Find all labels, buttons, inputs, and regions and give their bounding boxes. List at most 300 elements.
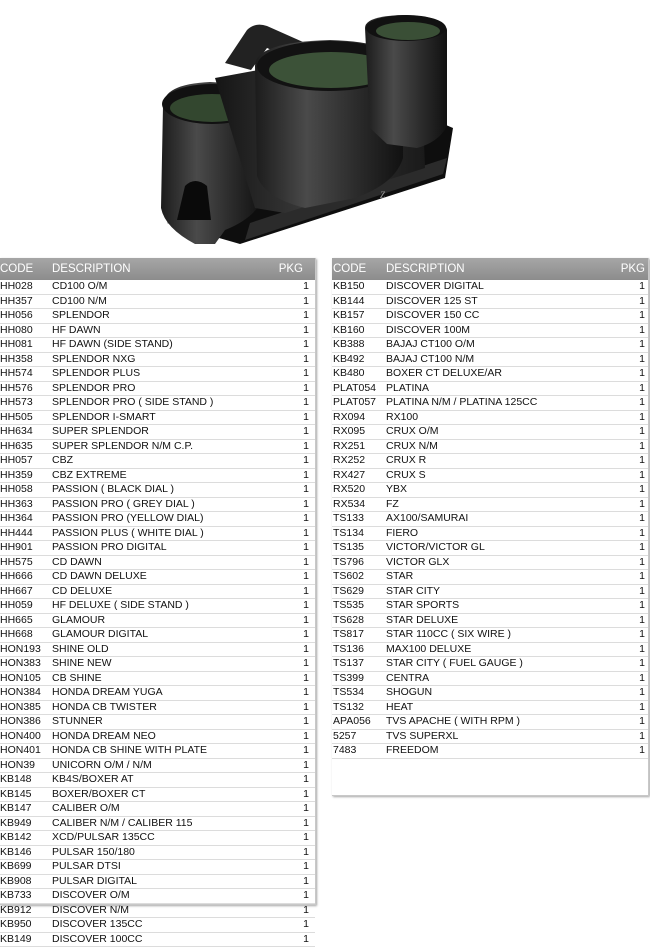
cell-pkg: 1 xyxy=(303,875,309,889)
cell-pkg: 1 xyxy=(639,570,645,584)
table-row xyxy=(332,657,648,672)
cell-description: PASSION PRO ( GREY DIAL ) xyxy=(52,498,195,512)
cell-code: TS817 xyxy=(333,628,364,642)
cell-pkg: 1 xyxy=(303,469,309,483)
cell-description: FIERO xyxy=(386,527,418,541)
header-code: CODE xyxy=(333,263,366,275)
cell-pkg: 1 xyxy=(303,295,309,309)
table-row xyxy=(0,657,315,672)
cell-pkg: 1 xyxy=(303,744,309,758)
cell-code: HH444 xyxy=(0,527,33,541)
cell-code: PLAT057 xyxy=(333,396,376,410)
table-row xyxy=(0,469,315,484)
cell-code: 7483 xyxy=(333,744,356,758)
cell-description: HONDA CB SHINE WITH PLATE xyxy=(52,744,207,758)
cell-pkg: 1 xyxy=(639,512,645,526)
table-row xyxy=(0,411,315,426)
cell-code: KB160 xyxy=(333,324,365,338)
table-row xyxy=(0,353,315,368)
cell-description: HF DAWN xyxy=(52,324,101,338)
table-row xyxy=(0,933,315,947)
header-pkg: PKG xyxy=(621,263,645,275)
cell-pkg: 1 xyxy=(303,324,309,338)
cell-description: UNICORN O/M / N/M xyxy=(52,759,152,773)
cell-code: KB480 xyxy=(333,367,365,381)
cell-code: HH364 xyxy=(0,512,33,526)
header-code: CODE xyxy=(0,263,33,275)
cell-code: RX427 xyxy=(333,469,365,483)
table-row xyxy=(0,715,315,730)
table-row xyxy=(0,730,315,745)
cell-code: HH635 xyxy=(0,440,33,454)
cell-description: DISCOVER 100M xyxy=(386,324,470,338)
table-row xyxy=(0,367,315,382)
cell-code: HH573 xyxy=(0,396,33,410)
cell-pkg: 1 xyxy=(639,353,645,367)
table-row xyxy=(332,643,648,658)
cell-description: DISCOVER O/M xyxy=(52,889,130,903)
cell-description: PULSAR 150/180 xyxy=(52,846,135,860)
cell-description: STAR SPORTS xyxy=(386,599,459,613)
cell-description: PULSAR DTSI xyxy=(52,860,121,874)
cell-code: KB912 xyxy=(0,904,32,918)
cell-code: KB699 xyxy=(0,860,32,874)
cell-code: PLAT054 xyxy=(333,382,376,396)
table-row xyxy=(0,846,315,861)
svg-text:Z: Z xyxy=(380,190,386,200)
cell-description: SPLENDOR PRO ( SIDE STAND ) xyxy=(52,396,213,410)
cell-description: STAR xyxy=(386,570,413,584)
cell-description: AX100/SAMURAI xyxy=(386,512,468,526)
cell-code: HH359 xyxy=(0,469,33,483)
cell-code: HH059 xyxy=(0,599,33,613)
cell-code: KB147 xyxy=(0,802,32,816)
cell-description: STAR DELUXE xyxy=(386,614,458,628)
cell-pkg: 1 xyxy=(639,585,645,599)
cell-description: CD100 N/M xyxy=(52,295,107,309)
cell-pkg: 1 xyxy=(639,744,645,758)
table-row xyxy=(0,498,315,513)
table-row xyxy=(0,759,315,774)
cell-pkg: 1 xyxy=(639,599,645,613)
cell-pkg: 1 xyxy=(303,556,309,570)
cell-pkg: 1 xyxy=(639,686,645,700)
cell-pkg: 1 xyxy=(303,614,309,628)
cell-pkg: 1 xyxy=(303,440,309,454)
cell-description: RX100 xyxy=(386,411,418,425)
cell-description: CRUX N/M xyxy=(386,440,438,454)
cell-description: STAR CITY ( FUEL GAUGE ) xyxy=(386,657,523,671)
cell-description: SPLENDOR xyxy=(52,309,110,323)
cell-code: HH505 xyxy=(0,411,33,425)
cell-pkg: 1 xyxy=(303,585,309,599)
cell-description: PULSAR DIGITAL xyxy=(52,875,137,889)
table-row xyxy=(332,585,648,600)
table-row xyxy=(332,396,648,411)
cell-description: BOXER/BOXER CT xyxy=(52,788,145,802)
table-row xyxy=(332,280,648,295)
cell-description: PLATINA xyxy=(386,382,429,396)
cell-pkg: 1 xyxy=(303,715,309,729)
cell-pkg: 1 xyxy=(303,396,309,410)
right-parts-table xyxy=(332,258,649,796)
cell-pkg: 1 xyxy=(639,715,645,729)
cell-code: HH634 xyxy=(0,425,33,439)
cell-pkg: 1 xyxy=(639,295,645,309)
cell-description: BOXER CT DELUXE/AR xyxy=(386,367,502,381)
cell-code: HH028 xyxy=(0,280,33,294)
cell-description: STAR 110CC ( SIX WIRE ) xyxy=(386,628,511,642)
table-row xyxy=(0,686,315,701)
cell-description: SPLENDOR PRO xyxy=(52,382,135,396)
cell-pkg: 1 xyxy=(303,353,309,367)
cell-code: TS629 xyxy=(333,585,364,599)
cell-pkg: 1 xyxy=(303,904,309,918)
cell-pkg: 1 xyxy=(639,498,645,512)
cell-pkg: 1 xyxy=(639,483,645,497)
table-row xyxy=(0,570,315,585)
cell-code: KB142 xyxy=(0,831,32,845)
table-row xyxy=(0,599,315,614)
cell-description: GLAMOUR DIGITAL xyxy=(52,628,148,642)
cell-description: VICTOR GLX xyxy=(386,556,449,570)
cell-pkg: 1 xyxy=(639,324,645,338)
cell-description: HONDA CB TWISTER xyxy=(52,701,157,715)
cell-code: HH058 xyxy=(0,483,33,497)
table-row xyxy=(0,628,315,643)
cell-description: SHINE OLD xyxy=(52,643,109,657)
cell-description: SPLENDOR NXG xyxy=(52,353,135,367)
cell-pkg: 1 xyxy=(303,483,309,497)
cell-pkg: 1 xyxy=(639,396,645,410)
cell-code: HH901 xyxy=(0,541,33,555)
cell-description: PASSION ( BLACK DIAL ) xyxy=(52,483,174,497)
cell-description: CALIBER O/M xyxy=(52,802,120,816)
cell-description: CD DELUXE xyxy=(52,585,112,599)
cell-pkg: 1 xyxy=(639,309,645,323)
cell-description: CBZ xyxy=(52,454,73,468)
table-row xyxy=(332,324,648,339)
cell-pkg: 1 xyxy=(303,657,309,671)
table-row xyxy=(332,440,648,455)
table-row xyxy=(0,889,315,904)
cell-pkg: 1 xyxy=(303,846,309,860)
cell-description: CD DAWN xyxy=(52,556,102,570)
cell-code: HH574 xyxy=(0,367,33,381)
table-row xyxy=(0,541,315,556)
table-body xyxy=(0,280,315,947)
cell-description: PASSION PRO DIGITAL xyxy=(52,541,167,555)
table-row xyxy=(0,904,315,919)
table-row xyxy=(0,512,315,527)
cell-pkg: 1 xyxy=(303,498,309,512)
table-row xyxy=(0,483,315,498)
header-description: DESCRIPTION xyxy=(52,263,131,275)
table-row xyxy=(0,324,315,339)
cell-pkg: 1 xyxy=(303,701,309,715)
cell-code: HON385 xyxy=(0,701,41,715)
table-header xyxy=(0,258,315,280)
cell-pkg: 1 xyxy=(639,628,645,642)
table-row xyxy=(332,512,648,527)
table-row xyxy=(0,860,315,875)
cell-description: CBZ EXTREME xyxy=(52,469,127,483)
cell-description: KB4S/BOXER AT xyxy=(52,773,134,787)
cell-code: TS134 xyxy=(333,527,364,541)
table-row xyxy=(332,338,648,353)
cell-pkg: 1 xyxy=(639,701,645,715)
table-row xyxy=(332,454,648,469)
table-row xyxy=(0,701,315,716)
cell-pkg: 1 xyxy=(639,411,645,425)
cell-pkg: 1 xyxy=(639,541,645,555)
table-header xyxy=(332,258,648,280)
cell-pkg: 1 xyxy=(639,730,645,744)
cell-description: YBX xyxy=(386,483,407,497)
cell-code: HON193 xyxy=(0,643,41,657)
cell-pkg: 1 xyxy=(639,614,645,628)
cell-pkg: 1 xyxy=(639,367,645,381)
cell-code: HON384 xyxy=(0,686,41,700)
cell-description: MAX100 DELUXE xyxy=(386,643,471,657)
table-row xyxy=(332,686,648,701)
table-row xyxy=(332,556,648,571)
table-row xyxy=(332,701,648,716)
speedometer-cluster-housing-icon xyxy=(155,8,460,253)
cell-code: KB149 xyxy=(0,933,32,947)
table-row xyxy=(332,498,648,513)
cell-description: CRUX O/M xyxy=(386,425,439,439)
cell-code: HH668 xyxy=(0,628,33,642)
cell-code: HH576 xyxy=(0,382,33,396)
cell-pkg: 1 xyxy=(303,788,309,802)
table-row xyxy=(0,614,315,629)
cell-pkg: 1 xyxy=(303,817,309,831)
cell-pkg: 1 xyxy=(639,382,645,396)
cell-pkg: 1 xyxy=(303,773,309,787)
cell-pkg: 1 xyxy=(303,918,309,932)
cell-description: CALIBER N/M / CALIBER 115 xyxy=(52,817,192,831)
table-row xyxy=(0,802,315,817)
cell-pkg: 1 xyxy=(303,411,309,425)
table-row xyxy=(0,382,315,397)
table-row xyxy=(332,382,648,397)
cell-code: APA056 xyxy=(333,715,371,729)
cell-pkg: 1 xyxy=(639,527,645,541)
cell-code: HH080 xyxy=(0,324,33,338)
cell-pkg: 1 xyxy=(303,541,309,555)
cell-description: DISCOVER N/M xyxy=(52,904,129,918)
table-row xyxy=(0,338,315,353)
table-row xyxy=(0,831,315,846)
cell-code: TS399 xyxy=(333,672,364,686)
cell-pkg: 1 xyxy=(303,599,309,613)
table-row xyxy=(0,585,315,600)
cell-pkg: 1 xyxy=(303,860,309,874)
cell-code: TS137 xyxy=(333,657,364,671)
cell-code: TS602 xyxy=(333,570,364,584)
cell-description: DISCOVER DIGITAL xyxy=(386,280,484,294)
cell-pkg: 1 xyxy=(303,527,309,541)
cell-code: RX251 xyxy=(333,440,365,454)
table-row xyxy=(332,425,648,440)
cell-pkg: 1 xyxy=(639,657,645,671)
cell-code: KB148 xyxy=(0,773,32,787)
cell-code: KB388 xyxy=(333,338,365,352)
table-row xyxy=(0,309,315,324)
cell-pkg: 1 xyxy=(639,454,645,468)
header-pkg: PKG xyxy=(279,263,303,275)
cell-code: RX520 xyxy=(333,483,365,497)
cell-code: TS132 xyxy=(333,701,364,715)
cell-code: HH667 xyxy=(0,585,33,599)
cell-description: SUPER SPLENDOR N/M C.P. xyxy=(52,440,193,454)
cell-description: CENTRA xyxy=(386,672,429,686)
cell-description: BAJAJ CT100 O/M xyxy=(386,338,475,352)
table-row xyxy=(332,367,648,382)
cell-pkg: 1 xyxy=(303,309,309,323)
table-row xyxy=(332,730,648,745)
cell-pkg: 1 xyxy=(303,933,309,947)
cell-pkg: 1 xyxy=(303,643,309,657)
cell-description: DISCOVER 135CC xyxy=(52,918,142,932)
cell-description: TVS APACHE ( WITH RPM ) xyxy=(386,715,520,729)
cell-pkg: 1 xyxy=(303,512,309,526)
cell-pkg: 1 xyxy=(639,280,645,294)
cell-code: RX094 xyxy=(333,411,365,425)
cell-description: SPLENDOR PLUS xyxy=(52,367,140,381)
table-row xyxy=(0,817,315,832)
table-row xyxy=(0,556,315,571)
cell-pkg: 1 xyxy=(639,469,645,483)
cell-code: RX534 xyxy=(333,498,365,512)
cell-code: HH363 xyxy=(0,498,33,512)
cell-code: HON386 xyxy=(0,715,41,729)
cell-description: SUPER SPLENDOR xyxy=(52,425,149,439)
cell-pkg: 1 xyxy=(303,367,309,381)
table-row xyxy=(332,570,648,585)
table-row xyxy=(0,672,315,687)
cell-description: CD DAWN DELUXE xyxy=(52,570,147,584)
cell-description: CRUX R xyxy=(386,454,426,468)
cell-code: KB908 xyxy=(0,875,32,889)
cell-code: TS136 xyxy=(333,643,364,657)
table-row xyxy=(0,295,315,310)
table-row xyxy=(332,541,648,556)
cell-code: KB950 xyxy=(0,918,32,932)
cell-description: SHOGUN xyxy=(386,686,432,700)
cell-pkg: 1 xyxy=(639,440,645,454)
cell-pkg: 1 xyxy=(303,831,309,845)
cell-code: HH357 xyxy=(0,295,33,309)
table-row xyxy=(0,527,315,542)
table-row xyxy=(0,643,315,658)
cell-pkg: 1 xyxy=(639,338,645,352)
cell-pkg: 1 xyxy=(303,570,309,584)
cell-pkg: 1 xyxy=(303,338,309,352)
cell-code: KB146 xyxy=(0,846,32,860)
cell-code: TS133 xyxy=(333,512,364,526)
cell-description: VICTOR/VICTOR GL xyxy=(386,541,485,555)
table-row xyxy=(332,295,648,310)
cell-pkg: 1 xyxy=(303,802,309,816)
table-row xyxy=(0,454,315,469)
cell-pkg: 1 xyxy=(303,672,309,686)
cell-description: SHINE NEW xyxy=(52,657,112,671)
cell-code: HH056 xyxy=(0,309,33,323)
cell-pkg: 1 xyxy=(639,672,645,686)
table-body xyxy=(332,280,648,759)
cell-description: DISCOVER 100CC xyxy=(52,933,142,947)
cell-code: KB733 xyxy=(0,889,32,903)
cell-description: FREEDOM xyxy=(386,744,439,758)
cell-description: CD100 O/M xyxy=(52,280,107,294)
cell-description: STUNNER xyxy=(52,715,103,729)
cell-description: HF DAWN (SIDE STAND) xyxy=(52,338,173,352)
cell-code: HH666 xyxy=(0,570,33,584)
cell-code: HH575 xyxy=(0,556,33,570)
cell-pkg: 1 xyxy=(303,686,309,700)
table-row xyxy=(332,715,648,730)
cell-code: HON401 xyxy=(0,744,41,758)
cell-pkg: 1 xyxy=(303,730,309,744)
cell-pkg: 1 xyxy=(303,425,309,439)
cell-code: HON105 xyxy=(0,672,41,686)
cell-code: HON383 xyxy=(0,657,41,671)
cell-code: KB145 xyxy=(0,788,32,802)
table-row xyxy=(0,440,315,455)
cell-description: SPLENDOR I-SMART xyxy=(52,411,156,425)
cell-code: HH358 xyxy=(0,353,33,367)
cell-description: XCD/PULSAR 135CC xyxy=(52,831,155,845)
cell-description: HONDA DREAM NEO xyxy=(52,730,156,744)
table-row xyxy=(0,788,315,803)
cell-code: KB144 xyxy=(333,295,365,309)
header-description: DESCRIPTION xyxy=(386,263,465,275)
cell-description: DISCOVER 125 ST xyxy=(386,295,478,309)
table-row xyxy=(0,280,315,295)
cell-code: 5257 xyxy=(333,730,356,744)
cell-pkg: 1 xyxy=(303,628,309,642)
cell-code: TS534 xyxy=(333,686,364,700)
cell-code: TS796 xyxy=(333,556,364,570)
table-row xyxy=(0,744,315,759)
left-parts-table xyxy=(0,258,316,905)
table-row xyxy=(332,483,648,498)
cell-pkg: 1 xyxy=(303,280,309,294)
table-row xyxy=(0,425,315,440)
cell-code: TS628 xyxy=(333,614,364,628)
table-row xyxy=(332,527,648,542)
cell-description: PASSION PLUS ( WHITE DIAL ) xyxy=(52,527,204,541)
table-row xyxy=(0,918,315,933)
cell-code: HON400 xyxy=(0,730,41,744)
cell-description: HONDA DREAM YUGA xyxy=(52,686,163,700)
cell-code: RX252 xyxy=(333,454,365,468)
cell-description: PLATINA N/M / PLATINA 125CC xyxy=(386,396,537,410)
table-row xyxy=(332,309,648,324)
cell-code: HH081 xyxy=(0,338,33,352)
table-row xyxy=(0,396,315,411)
cell-pkg: 1 xyxy=(639,425,645,439)
cell-description: TVS SUPERXL xyxy=(386,730,458,744)
table-row xyxy=(0,875,315,890)
table-row xyxy=(332,353,648,368)
cell-description: PASSION PRO (YELLOW DIAL) xyxy=(52,512,204,526)
cell-description: HF DELUXE ( SIDE STAND ) xyxy=(52,599,189,613)
cell-description: HEAT xyxy=(386,701,413,715)
cell-code: HH057 xyxy=(0,454,33,468)
